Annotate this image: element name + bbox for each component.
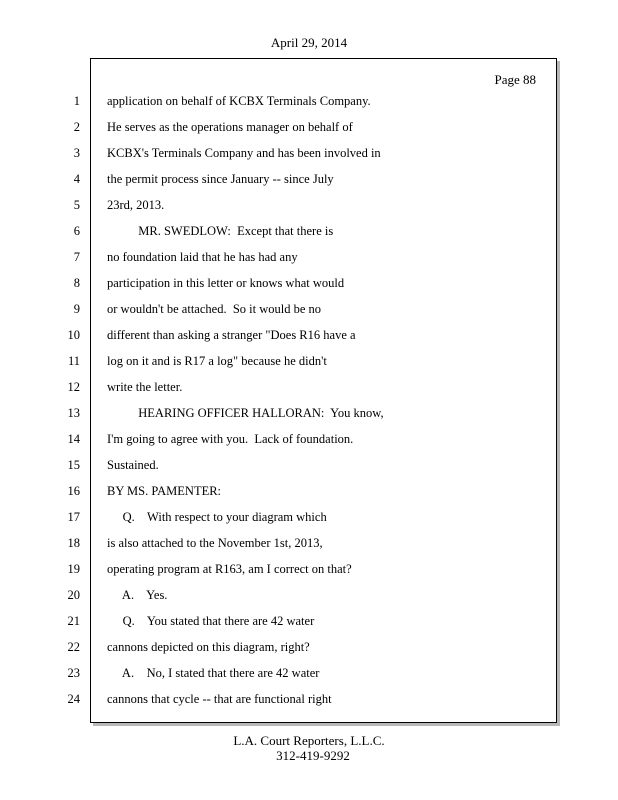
line-number: 18 bbox=[67, 536, 80, 550]
line-text: A. No, I stated that there are 42 water bbox=[107, 666, 320, 680]
line-number: 7 bbox=[73, 250, 80, 264]
line-text: Sustained. bbox=[107, 458, 159, 472]
line-number: 20 bbox=[67, 588, 80, 602]
line-text: Q. You stated that there are 42 water bbox=[107, 614, 315, 628]
line-text: KCBX's Terminals Company and has been involved in bbox=[107, 146, 381, 160]
page-number: Page 88 bbox=[494, 72, 536, 87]
line-text: operating program at R163, am I correct on that? bbox=[107, 562, 352, 576]
line-text: I'm going to agree with you. Lack of foundation. bbox=[107, 432, 354, 446]
line-text: Q. With respect to your diagram which bbox=[107, 510, 327, 524]
line-number: 17 bbox=[67, 510, 80, 524]
line-text: A. Yes. bbox=[107, 588, 168, 602]
line-number: 3 bbox=[73, 146, 80, 160]
footer-phone: 312-419-9292 bbox=[276, 748, 350, 763]
line-number: 8 bbox=[73, 276, 80, 290]
line-text: MR. SWEDLOW: Except that there is bbox=[107, 224, 334, 238]
line-text: no foundation laid that he has had any bbox=[107, 250, 298, 264]
line-text: the permit process since January -- since July bbox=[107, 172, 334, 186]
line-number: 5 bbox=[73, 198, 80, 212]
line-number: 2 bbox=[73, 120, 80, 134]
line-number: 23 bbox=[67, 666, 80, 680]
line-text: He serves as the operations manager on behalf of bbox=[107, 120, 353, 134]
line-text: write the letter. bbox=[107, 380, 183, 394]
line-text: HEARING OFFICER HALLORAN: You know, bbox=[107, 406, 384, 420]
line-number: 21 bbox=[67, 614, 80, 628]
line-text: participation in this letter or knows what would bbox=[107, 276, 345, 290]
line-number: 11 bbox=[67, 354, 80, 368]
line-number: 15 bbox=[67, 458, 80, 472]
line-number: 22 bbox=[67, 640, 80, 654]
line-number: 19 bbox=[67, 562, 80, 576]
line-number: 13 bbox=[67, 406, 80, 420]
header-date: April 29, 2014 bbox=[270, 35, 348, 50]
line-number: 9 bbox=[73, 302, 80, 316]
line-text: application on behalf of KCBX Terminals Company. bbox=[107, 94, 371, 108]
line-number: 10 bbox=[67, 328, 80, 342]
line-text: log on it and is R17 a log" because he didn't bbox=[107, 354, 327, 368]
line-number: 1 bbox=[73, 94, 80, 108]
line-number: 12 bbox=[67, 380, 80, 394]
line-text: cannons depicted on this diagram, right? bbox=[107, 640, 310, 654]
line-number: 16 bbox=[67, 484, 80, 498]
line-text: 23rd, 2013. bbox=[107, 198, 165, 212]
line-number: 14 bbox=[67, 432, 80, 446]
line-number: 24 bbox=[67, 692, 80, 706]
line-number: 6 bbox=[73, 224, 80, 238]
footer-company: L.A. Court Reporters, L.L.C. bbox=[233, 733, 385, 748]
line-text: cannons that cycle -- that are functional right bbox=[107, 692, 332, 706]
line-number: 4 bbox=[73, 172, 80, 186]
line-text: BY MS. PAMENTER: bbox=[107, 484, 222, 498]
line-text: or wouldn't be attached. So it would be no bbox=[107, 302, 322, 316]
line-text: is also attached to the November 1st, 2013, bbox=[107, 536, 323, 550]
line-text: different than asking a stranger "Does R16 have a bbox=[107, 328, 356, 342]
